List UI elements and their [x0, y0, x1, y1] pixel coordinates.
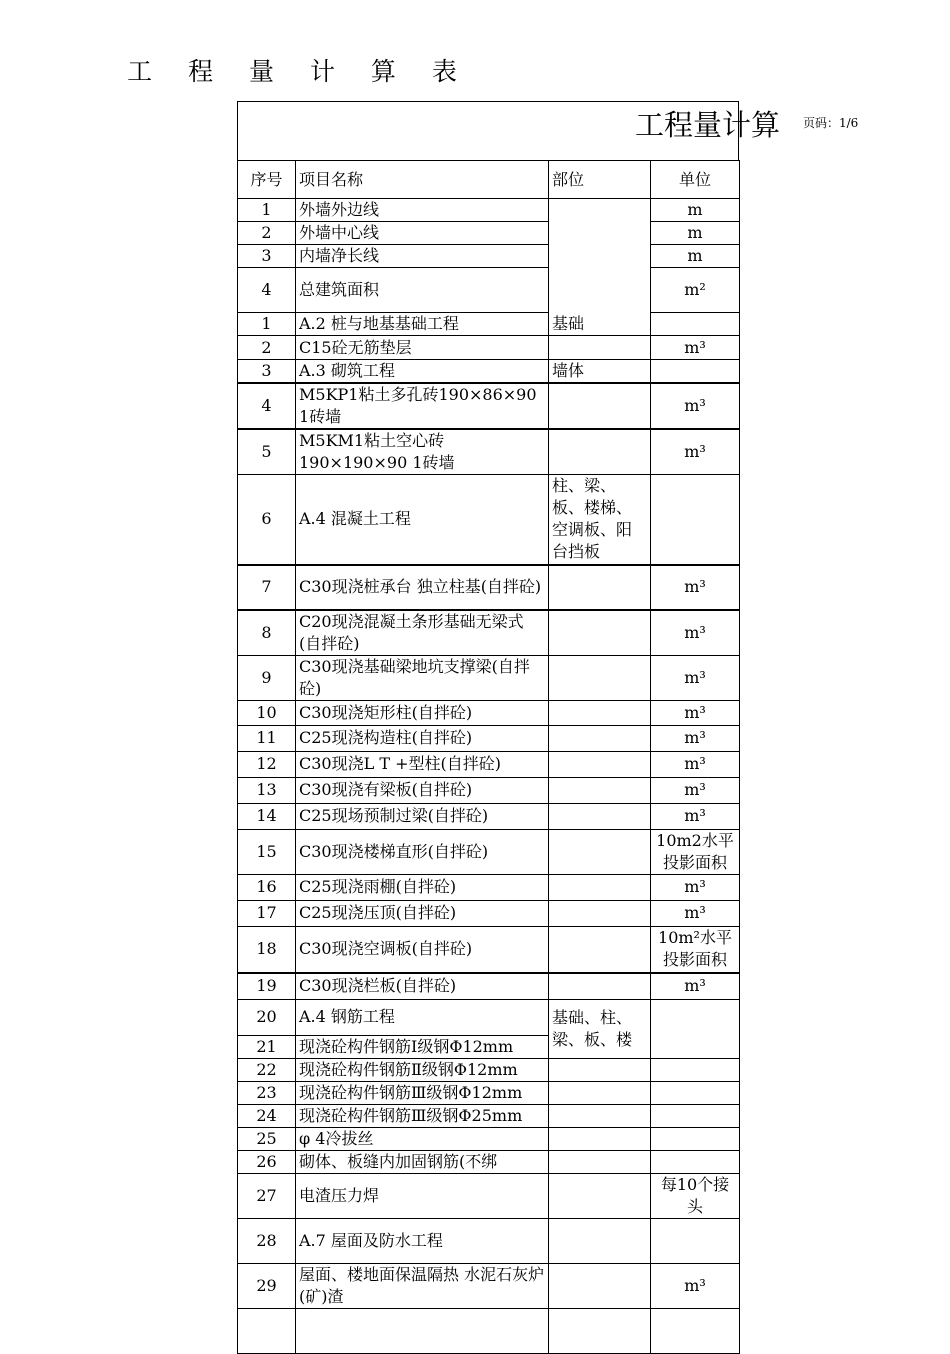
row-no: 12: [238, 751, 296, 777]
row-name: M5KP1粘土多孔砖190×86×90 1砖墙: [296, 383, 549, 429]
row-name: [296, 1308, 549, 1353]
row-no: 9: [238, 655, 296, 700]
table-row: [238, 1263, 740, 1308]
table-row: [238, 926, 740, 973]
row-name: C30现浇矩形柱(自拌砼): [296, 700, 549, 725]
table-row: [238, 725, 740, 751]
row-part: [549, 725, 651, 751]
row-unit: [651, 1127, 740, 1150]
row-name: 外墙中心线: [296, 222, 549, 245]
row-unit: [651, 1308, 740, 1353]
row-no: 6: [238, 475, 296, 565]
row-no: 3: [238, 245, 296, 268]
row-part: [549, 900, 651, 926]
row-unit: [651, 360, 740, 384]
row-name: 现浇砼构件钢筋Ⅰ级钢Φ12mm: [296, 1035, 549, 1058]
table-row: [238, 829, 740, 874]
row-name: M5KM1粘土空心砖190×190×90 1砖墙: [296, 429, 549, 475]
row-no: 13: [238, 777, 296, 803]
table-row: [238, 655, 740, 700]
row-no: 23: [238, 1081, 296, 1104]
row-name: A.4 混凝土工程: [296, 475, 549, 565]
row-part: [549, 874, 651, 900]
table-row: [238, 1104, 740, 1127]
row-name: C25现浇雨棚(自拌砼): [296, 874, 549, 900]
row-unit: m³: [651, 610, 740, 656]
table-row: [238, 874, 740, 900]
table-row: [238, 199, 740, 222]
row-name: 现浇砼构件钢筋Ⅲ级钢Φ12mm: [296, 1081, 549, 1104]
table-row: [238, 1173, 740, 1218]
row-no: 2: [238, 336, 296, 360]
table-row: [238, 1081, 740, 1104]
row-name: 现浇砼构件钢筋Ⅱ级钢Φ12mm: [296, 1058, 549, 1081]
table-row: [238, 700, 740, 725]
banner-title: 工程量计算: [635, 108, 781, 142]
row-part: [549, 751, 651, 777]
row-no: 7: [238, 565, 296, 610]
table-row: [238, 751, 740, 777]
row-unit: 10m2水平投影面积: [651, 829, 740, 874]
row-part: [549, 1150, 651, 1173]
row-unit: 每10个接头: [651, 1173, 740, 1218]
quantity-table: [237, 160, 740, 1354]
row-part: [549, 1081, 651, 1104]
row-unit: [651, 1218, 740, 1263]
row-unit: m³: [651, 973, 740, 999]
row-no: 14: [238, 803, 296, 829]
row-no: 28: [238, 1218, 296, 1263]
row-name: 内墙净长线: [296, 245, 549, 268]
header-part: 部位: [549, 161, 651, 199]
row-unit: m³: [651, 383, 740, 429]
row-unit: m²: [651, 268, 740, 313]
row-part: [549, 803, 651, 829]
page-number: 页码：1/6: [803, 116, 859, 130]
row-unit: 10m²水平投影面积: [651, 926, 740, 973]
table-row: [238, 1058, 740, 1081]
row-no: 21: [238, 1035, 296, 1058]
table-row: [238, 1218, 740, 1263]
table-row: [238, 803, 740, 829]
row-name: C15砼无筋垫层: [296, 336, 549, 360]
row-name: 外墙外边线: [296, 199, 549, 222]
row-name: C30现浇栏板(自拌砼): [296, 973, 549, 999]
row-unit: m³: [651, 777, 740, 803]
row-unit: m³: [651, 336, 740, 360]
row-name: C25现场预制过梁(自拌砼): [296, 803, 549, 829]
row-part: 墙体: [549, 360, 651, 384]
row-name: C25现浇压顶(自拌砼): [296, 900, 549, 926]
row-no: 1: [238, 313, 296, 336]
row-unit: [651, 1150, 740, 1173]
row-name: 电渣压力焊: [296, 1173, 549, 1218]
row-part: [549, 1127, 651, 1150]
table-row: [238, 429, 740, 475]
row-no: 20: [238, 999, 296, 1035]
row-unit: [651, 1058, 740, 1081]
row-unit: m³: [651, 1263, 740, 1308]
row-name: C30现浇有梁板(自拌砼): [296, 777, 549, 803]
table-row: [238, 360, 740, 384]
row-no: 2: [238, 222, 296, 245]
row-unit: m³: [651, 751, 740, 777]
table-row: [238, 900, 740, 926]
row-unit: m³: [651, 700, 740, 725]
table-row: [238, 268, 740, 313]
row-name: 屋面、楼地面保温隔热 水泥石灰炉(矿)渣: [296, 1263, 549, 1308]
table-row: [238, 973, 740, 999]
row-name: C30现浇基础梁地坑支撑梁(自拌砼): [296, 655, 549, 700]
row-no: 3: [238, 360, 296, 384]
row-no: 11: [238, 725, 296, 751]
row-no: 4: [238, 268, 296, 313]
row-part: [549, 429, 651, 475]
row-no: 1: [238, 199, 296, 222]
row-name: C20现浇混凝土条形基础无梁式(自拌砼): [296, 610, 549, 656]
row-name: φ 4冷拔丝: [296, 1127, 549, 1150]
row-name: C30现浇楼梯直形(自拌砼): [296, 829, 549, 874]
row-name: A.3 砌筑工程: [296, 360, 549, 384]
row-part: [549, 336, 651, 360]
row-part: 基础、柱、梁、板、楼: [549, 999, 651, 1058]
table-row: [238, 383, 740, 429]
row-part: [549, 1308, 651, 1353]
row-no: 22: [238, 1058, 296, 1081]
table-row: [238, 777, 740, 803]
table-row: [238, 1308, 740, 1353]
row-unit: [651, 475, 740, 565]
row-no: 19: [238, 973, 296, 999]
row-name: A.4 钢筋工程: [296, 999, 549, 1035]
row-unit: m³: [651, 565, 740, 610]
table-row: [238, 1150, 740, 1173]
row-unit: m³: [651, 725, 740, 751]
row-no: 26: [238, 1150, 296, 1173]
table-row: [238, 999, 740, 1035]
row-unit: [651, 1081, 740, 1104]
header-no: 序号: [238, 161, 296, 199]
row-name: C30现浇桩承台 独立柱基(自拌砼): [296, 565, 549, 610]
row-part: [549, 1058, 651, 1081]
row-part: [549, 1263, 651, 1308]
row-no: 8: [238, 610, 296, 656]
row-part: [549, 973, 651, 999]
row-name: A.7 屋面及防水工程: [296, 1218, 549, 1263]
table-row: [238, 336, 740, 360]
row-part: [549, 700, 651, 725]
row-part: 基础: [549, 199, 651, 336]
table-row: [238, 610, 740, 656]
row-no: 4: [238, 383, 296, 429]
table-row: [238, 1127, 740, 1150]
table-row: [238, 313, 740, 336]
row-name: C30现浇L T +型柱(自拌砼): [296, 751, 549, 777]
row-unit: m³: [651, 900, 740, 926]
row-name: C25现浇构造柱(自拌砼): [296, 725, 549, 751]
table-row: [238, 245, 740, 268]
row-unit: m³: [651, 655, 740, 700]
row-name: 砌体、板缝内加固钢筋(不绑: [296, 1150, 549, 1173]
row-no: 10: [238, 700, 296, 725]
row-no: 5: [238, 429, 296, 475]
row-no: 25: [238, 1127, 296, 1150]
row-unit: m³: [651, 803, 740, 829]
row-name: 现浇砼构件钢筋Ⅲ级钢Φ25mm: [296, 1104, 549, 1127]
row-name: A.2 桩与地基基础工程: [296, 313, 549, 336]
row-unit: m: [651, 199, 740, 222]
row-unit: [651, 1104, 740, 1127]
row-no: 27: [238, 1173, 296, 1218]
document-title: 工 程 量 计 算 表: [127, 57, 471, 86]
row-no: [238, 1308, 296, 1353]
row-unit: m³: [651, 874, 740, 900]
row-unit: [651, 313, 740, 336]
row-part: [549, 829, 651, 874]
table-row: [238, 565, 740, 610]
row-name: C30现浇空调板(自拌砼): [296, 926, 549, 973]
row-unit: m: [651, 245, 740, 268]
row-part: [549, 655, 651, 700]
row-no: 24: [238, 1104, 296, 1127]
row-no: 16: [238, 874, 296, 900]
row-part: [549, 383, 651, 429]
header-unit: 单位: [651, 161, 740, 199]
row-part: [549, 926, 651, 973]
row-part: [549, 565, 651, 610]
row-part: [549, 610, 651, 656]
row-unit: m³: [651, 429, 740, 475]
row-no: 15: [238, 829, 296, 874]
row-no: 17: [238, 900, 296, 926]
row-no: 18: [238, 926, 296, 973]
row-name: 总建筑面积: [296, 268, 549, 313]
table-row: [238, 475, 740, 565]
row-unit: m: [651, 222, 740, 245]
row-no: 29: [238, 1263, 296, 1308]
row-part: [549, 1173, 651, 1218]
header-name: 项目名称: [296, 161, 549, 199]
row-part: 柱、梁、板、楼梯、空调板、阳台挡板: [549, 475, 651, 565]
row-part: [549, 1104, 651, 1127]
table-header-row: [238, 161, 740, 199]
table-row: [238, 222, 740, 245]
row-unit: [651, 999, 740, 1058]
row-part: [549, 777, 651, 803]
row-part: [549, 1218, 651, 1263]
